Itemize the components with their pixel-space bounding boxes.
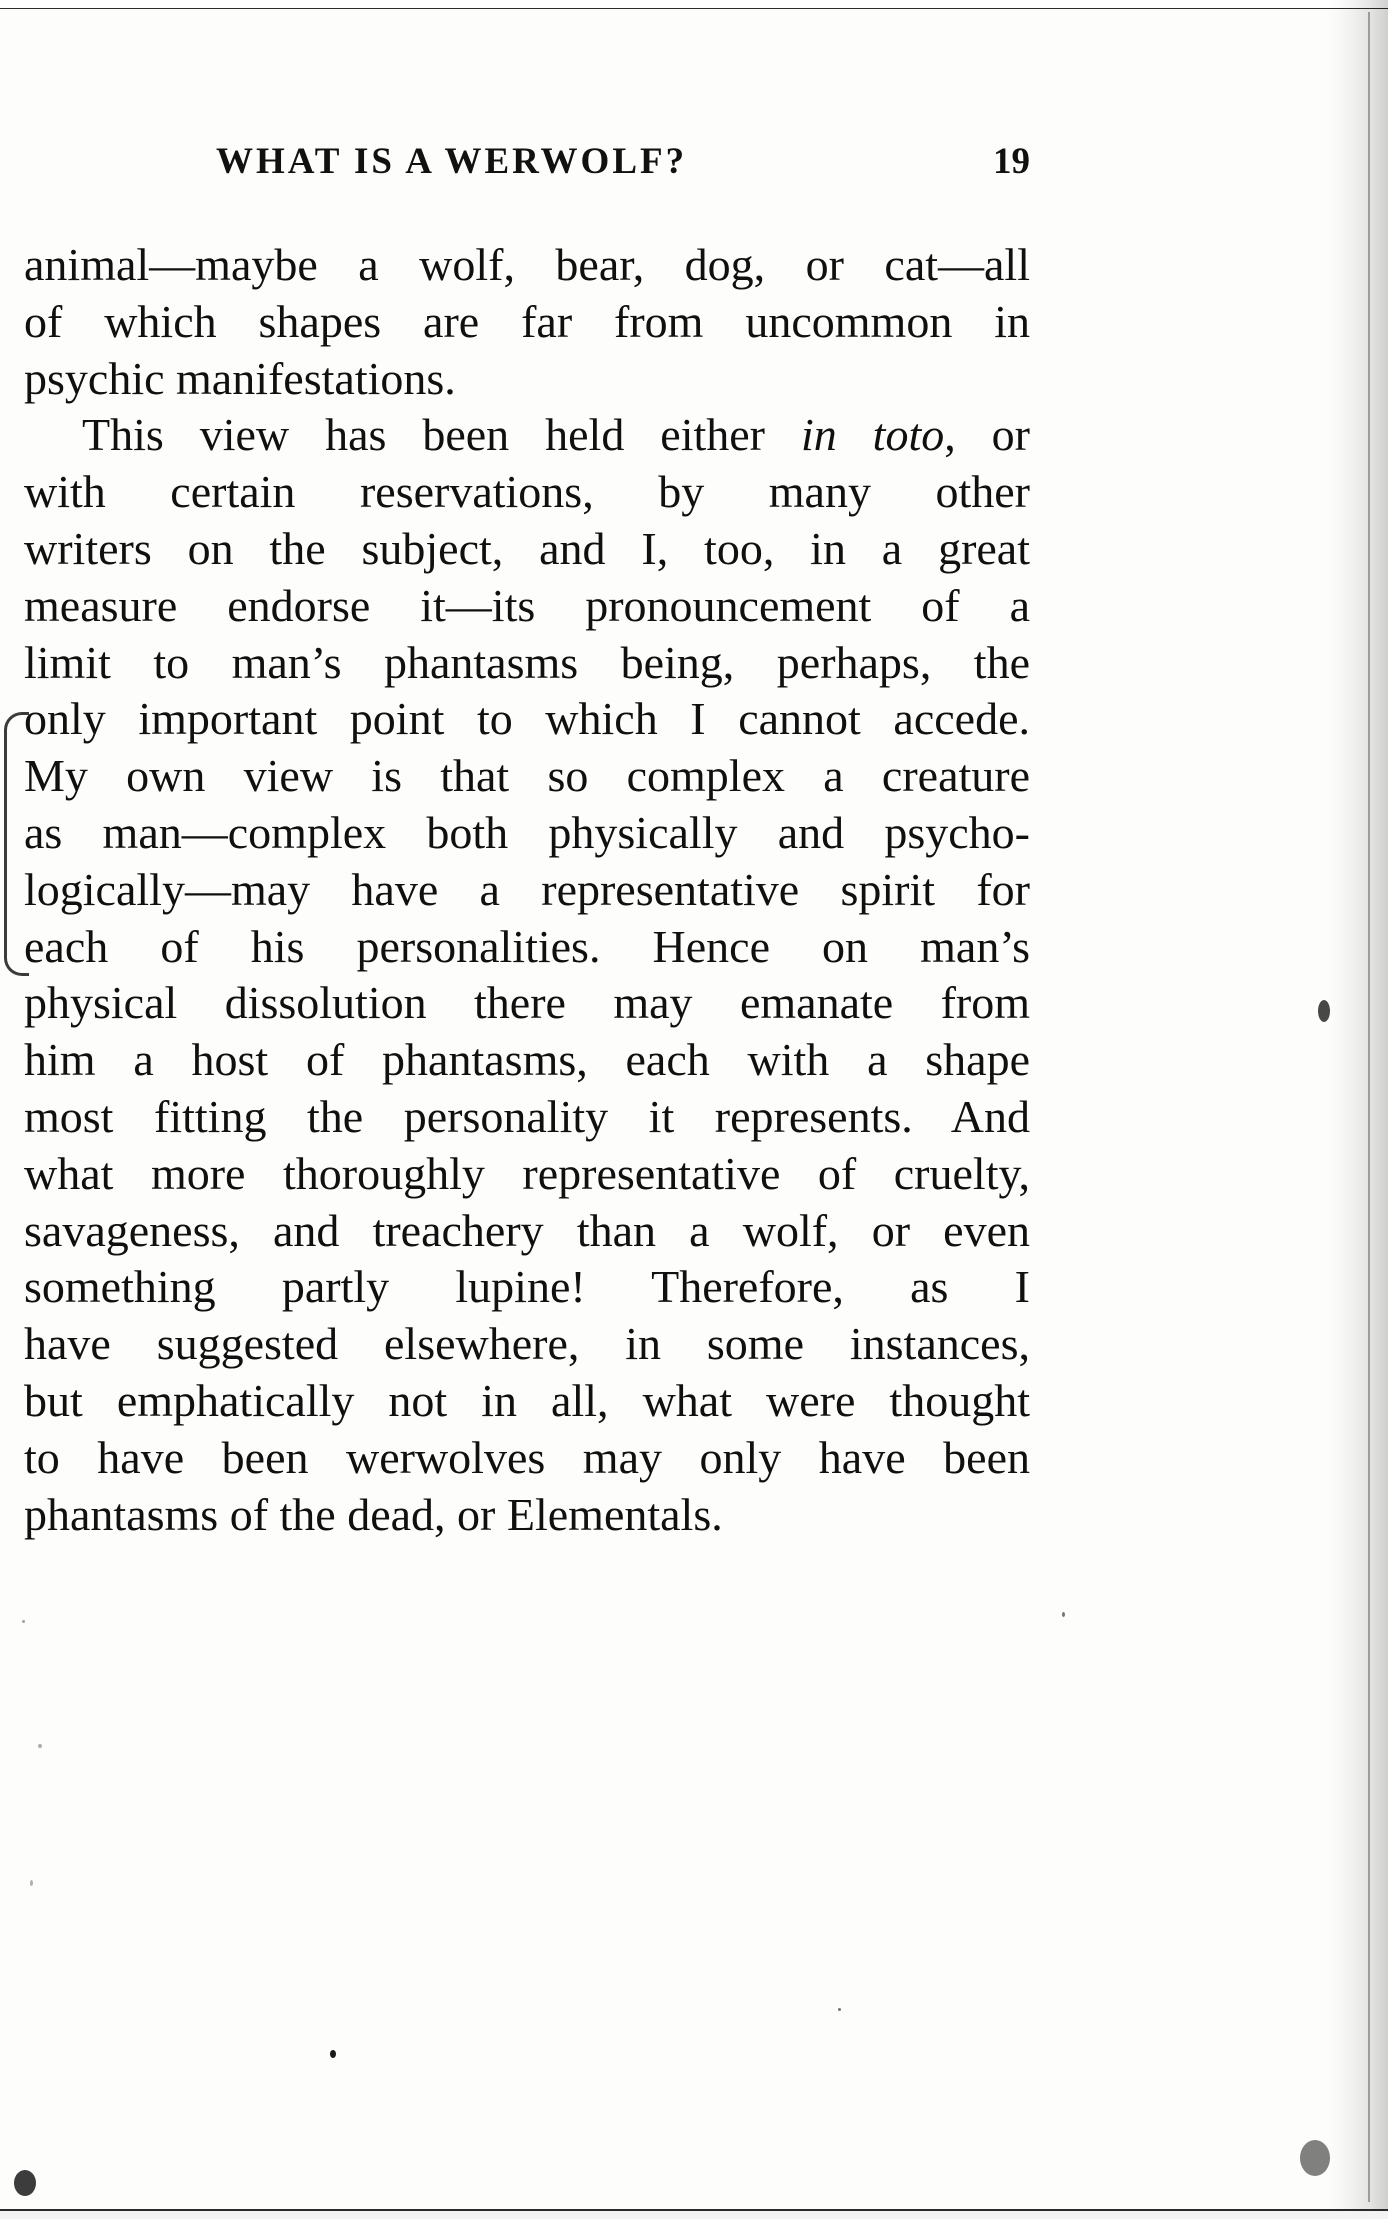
text-line-paragraph-start	[24, 407, 1030, 464]
page-number: 19	[993, 141, 1030, 182]
page-top-edge	[0, 0, 1388, 9]
scan-speck	[22, 1620, 25, 1623]
scan-speck	[30, 1880, 33, 1886]
text-line: limit to man’s phantasms being, perhaps, the	[24, 636, 1030, 688]
text-line: only important point to which I cannot accede.	[24, 693, 1030, 745]
text-line: as man—complex both physically and psycho-	[24, 806, 1030, 858]
text-line: with certain reservations, by many other	[24, 466, 1030, 518]
scan-speck	[1318, 1000, 1330, 1022]
text-line: savageness, and treachery than a wolf, or even	[24, 1204, 1030, 1256]
scan-speck	[38, 1744, 42, 1748]
page-right-shadow	[1328, 0, 1388, 2219]
text-segment: , or	[944, 409, 1030, 461]
text-segment: This view has been held either	[82, 409, 801, 461]
text-line: psychic manifestations.	[24, 352, 456, 404]
scan-speck	[14, 2170, 36, 2196]
text-line: most fitting the personality it represents. And	[24, 1090, 1030, 1142]
italic-phrase: in toto	[800, 409, 945, 461]
text-line: logically—may have a representative spirit for	[24, 863, 1030, 915]
text-line: have suggested elsewhere, in some instances,	[24, 1318, 1030, 1370]
text-line: each of his personalities. Hence on man’s	[24, 920, 1030, 972]
running-title: WHAT IS A WERWOLF?	[216, 141, 688, 182]
text-line: of which shapes are far from uncommon in	[24, 295, 1030, 347]
text-line: him a host of phantasms, each with a shape	[24, 1034, 1030, 1086]
text-line: something partly lupine! Therefore, as I	[24, 1261, 1030, 1313]
text-line: physical dissolution there may emanate from	[24, 977, 1030, 1029]
text-line: measure endorse it—its pronouncement of a	[24, 579, 1030, 631]
scan-speck	[838, 2008, 841, 2011]
text-line: but emphatically not in all, what were thought	[24, 1374, 1030, 1426]
text-line: animal—maybe a wolf, bear, dog, or cat—all	[24, 239, 1030, 290]
body-text	[24, 237, 1030, 1543]
text-line: what more thoroughly representative of cruelty,	[24, 1147, 1030, 1199]
text-line: phantasms of the dead, or Elementals.	[24, 1488, 723, 1540]
page-bottom-edge	[0, 2209, 1388, 2219]
text-line: writers on the subject, and I, too, in a great	[24, 522, 1030, 574]
scan-speck	[1062, 1612, 1065, 1617]
scan-speck	[330, 2050, 336, 2058]
text-line: to have been werwolves may only have been	[24, 1431, 1030, 1483]
scan-speck	[1300, 2140, 1330, 2176]
page-right-edge	[1368, 12, 1370, 2202]
text-line: My own view is that so complex a creature	[24, 750, 1030, 802]
running-head	[24, 140, 1030, 200]
